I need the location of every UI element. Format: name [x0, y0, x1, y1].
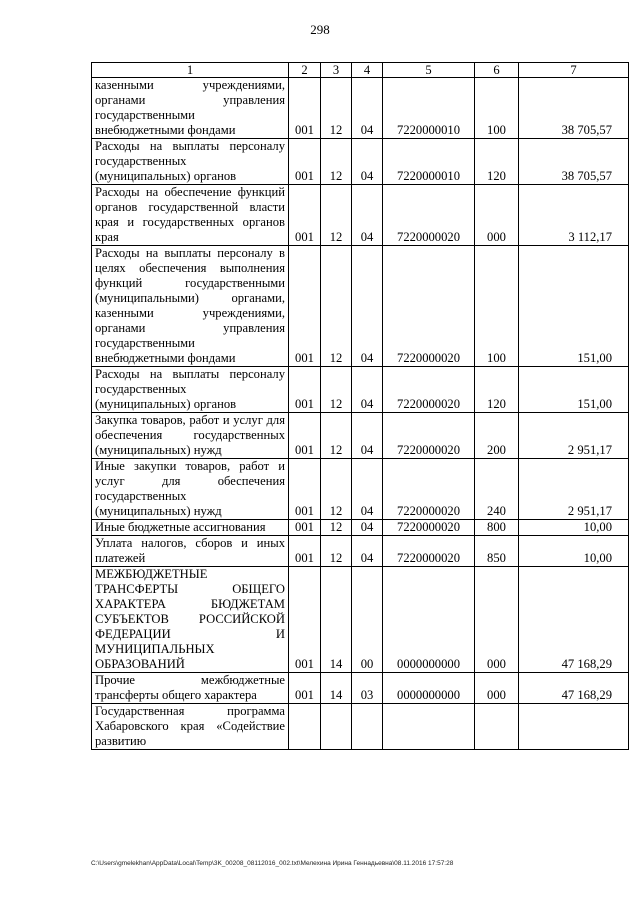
subsection-code: 03	[352, 673, 383, 704]
table-row	[92, 673, 629, 704]
expense-type-code	[475, 704, 519, 750]
column-header-3: 3	[321, 63, 352, 78]
amount: 10,00	[519, 536, 629, 567]
section-code: 12	[321, 459, 352, 520]
table-row	[92, 367, 629, 413]
column-header-1: 1	[92, 63, 289, 78]
subsection-code: 04	[352, 459, 383, 520]
row-description: Иные закупки товаров, работ и услуг для обеспечения государственных (муниципальных) нужд	[92, 459, 289, 520]
expense-type-code: 000	[475, 185, 519, 246]
target-article-code: 0000000000	[383, 567, 475, 673]
subsection-code: 00	[352, 567, 383, 673]
section-code: 12	[321, 413, 352, 459]
target-article-code: 7220000020	[383, 185, 475, 246]
table-row	[92, 704, 629, 750]
table-row	[92, 459, 629, 520]
expense-type-code: 200	[475, 413, 519, 459]
table-row	[92, 520, 629, 536]
section-code	[321, 704, 352, 750]
expense-type-code: 100	[475, 78, 519, 139]
target-article-code: 7220000020	[383, 246, 475, 367]
footer-file-path: C:\Users\gmelekhan\AppData\Local\Temp\3K_00208_08112016_002.txt\Мелехина Ирина Геннадьевна\08.11.2016 17:57:28	[91, 860, 454, 867]
subsection-code: 04	[352, 139, 383, 185]
ministry-code: 001	[289, 536, 321, 567]
expense-type-code: 000	[475, 567, 519, 673]
amount: 151,00	[519, 246, 629, 367]
target-article-code: 0000000000	[383, 673, 475, 704]
expense-type-code: 000	[475, 673, 519, 704]
ministry-code: 001	[289, 520, 321, 536]
amount: 2 951,17	[519, 413, 629, 459]
table-row	[92, 536, 629, 567]
target-article-code: 7220000020	[383, 536, 475, 567]
amount: 47 168,29	[519, 567, 629, 673]
subsection-code: 04	[352, 367, 383, 413]
ministry-code: 001	[289, 673, 321, 704]
row-description: Расходы на выплаты персоналу в целях обеспечения выполнения функций государственными (муниципальными) органами, казенными учреждениями, органами управления государственными внебюджетными фондами	[92, 246, 289, 367]
subsection-code: 04	[352, 520, 383, 536]
table-row	[92, 78, 629, 139]
ministry-code: 001	[289, 78, 321, 139]
table-row	[92, 185, 629, 246]
target-article-code: 7220000020	[383, 413, 475, 459]
section-code: 14	[321, 567, 352, 673]
ministry-code: 001	[289, 567, 321, 673]
section-code: 12	[321, 536, 352, 567]
column-header-2: 2	[289, 63, 321, 78]
row-description: МЕЖБЮДЖЕТНЫЕ ТРАНСФЕРТЫ ОБЩЕГО ХАРАКТЕРА БЮДЖЕТАМ СУБЪЕКТОВ РОССИЙСКОЙ ФЕДЕРАЦИИ И МУНИЦИПАЛЬНЫХ ОБРАЗОВАНИЙ	[92, 567, 289, 673]
section-code: 12	[321, 185, 352, 246]
row-description: Расходы на обеспечение функций органов государственной власти края и государственных органов края	[92, 185, 289, 246]
ministry-code: 001	[289, 139, 321, 185]
target-article-code: 7220000020	[383, 520, 475, 536]
target-article-code: 7220000020	[383, 367, 475, 413]
row-description: Иные бюджетные ассигнования	[92, 520, 289, 536]
expense-type-code: 120	[475, 139, 519, 185]
expense-type-code: 240	[475, 459, 519, 520]
amount: 2 951,17	[519, 459, 629, 520]
expense-type-code: 100	[475, 246, 519, 367]
table-row	[92, 567, 629, 673]
section-code: 12	[321, 367, 352, 413]
ministry-code: 001	[289, 459, 321, 520]
ministry-code: 001	[289, 413, 321, 459]
column-header-6: 6	[475, 63, 519, 78]
amount: 151,00	[519, 367, 629, 413]
column-header-7: 7	[519, 63, 629, 78]
ministry-code: 001	[289, 246, 321, 367]
budget-table	[91, 62, 629, 750]
subsection-code: 04	[352, 413, 383, 459]
subsection-code: 04	[352, 78, 383, 139]
target-article-code: 7220000010	[383, 139, 475, 185]
column-header-5: 5	[383, 63, 475, 78]
ministry-code	[289, 704, 321, 750]
section-code: 12	[321, 246, 352, 367]
section-code: 12	[321, 520, 352, 536]
table-row	[92, 246, 629, 367]
subsection-code	[352, 704, 383, 750]
table-row	[92, 139, 629, 185]
expense-type-code: 850	[475, 536, 519, 567]
expense-type-code: 120	[475, 367, 519, 413]
expense-type-code: 800	[475, 520, 519, 536]
row-description: Уплата налогов, сборов и иных платежей	[92, 536, 289, 567]
section-code: 12	[321, 78, 352, 139]
row-description: Государственная программа Хабаровского края «Содействие развитию	[92, 704, 289, 750]
subsection-code: 04	[352, 246, 383, 367]
target-article-code	[383, 704, 475, 750]
subsection-code: 04	[352, 185, 383, 246]
section-code: 12	[321, 139, 352, 185]
table-header-row	[92, 63, 629, 78]
target-article-code: 7220000020	[383, 459, 475, 520]
amount: 47 168,29	[519, 673, 629, 704]
subsection-code: 04	[352, 536, 383, 567]
row-description: Закупка товаров, работ и услуг для обеспечения государственных (муниципальных) нужд	[92, 413, 289, 459]
row-description: казенными учреждениями, органами управления государственными внебюджетными фондами	[92, 78, 289, 139]
ministry-code: 001	[289, 185, 321, 246]
amount: 3 112,17	[519, 185, 629, 246]
ministry-code: 001	[289, 367, 321, 413]
row-description: Расходы на выплаты персоналу государственных (муниципальных) органов	[92, 367, 289, 413]
row-description: Расходы на выплаты персоналу государственных (муниципальных) органов	[92, 139, 289, 185]
target-article-code: 7220000010	[383, 78, 475, 139]
amount: 38 705,57	[519, 139, 629, 185]
row-description: Прочие межбюджетные трансферты общего характера	[92, 673, 289, 704]
page-number: 298	[310, 22, 330, 37]
table-row	[92, 413, 629, 459]
amount: 10,00	[519, 520, 629, 536]
column-header-4: 4	[352, 63, 383, 78]
amount: 38 705,57	[519, 78, 629, 139]
amount	[519, 704, 629, 750]
section-code: 14	[321, 673, 352, 704]
